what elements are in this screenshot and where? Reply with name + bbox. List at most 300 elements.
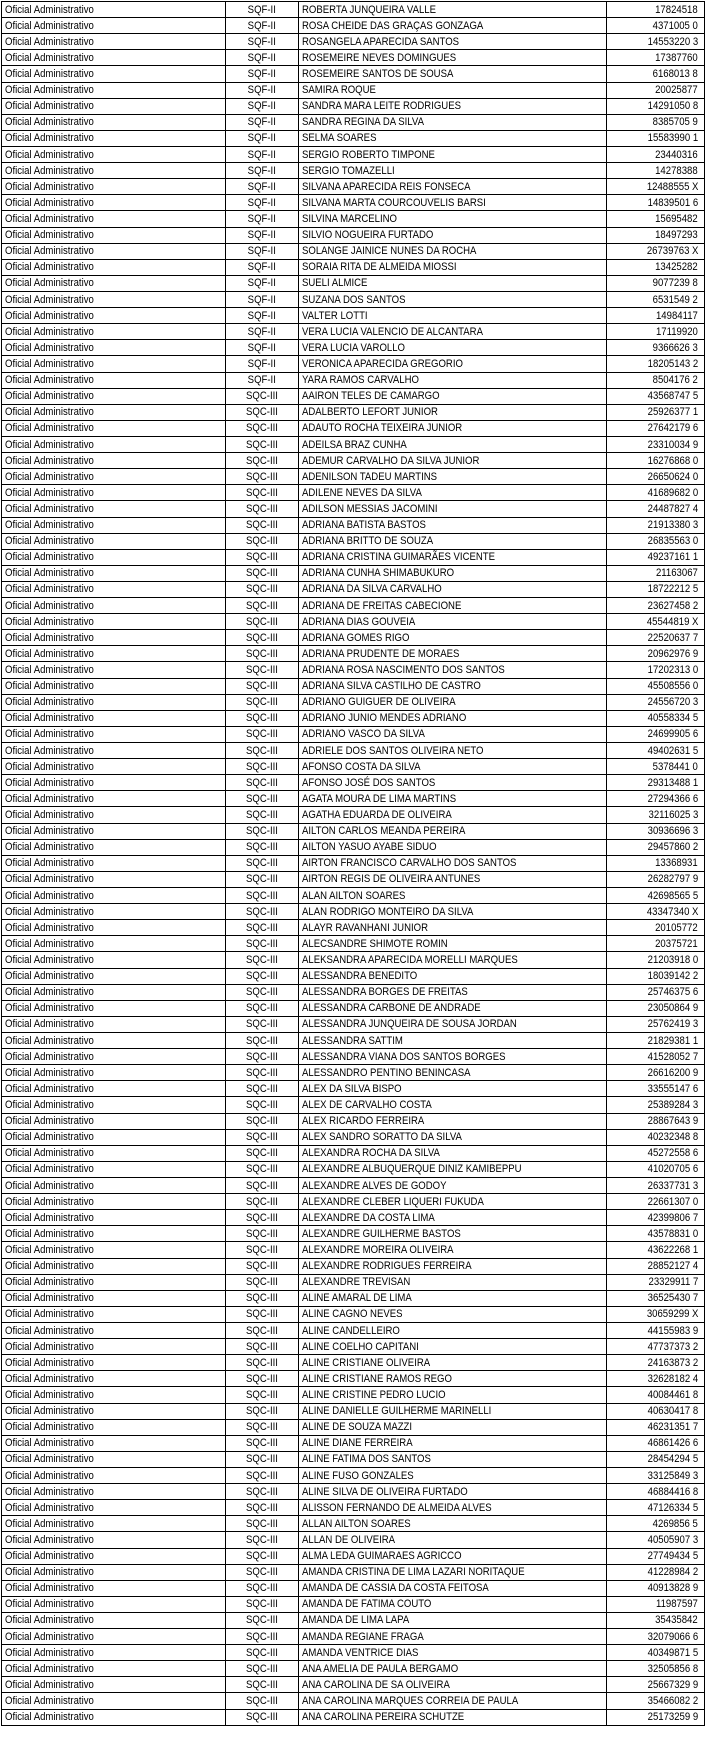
cell-document-text: 23627458 2 bbox=[647, 599, 698, 612]
cell-position bbox=[2, 1661, 226, 1677]
cell-position bbox=[2, 291, 226, 307]
cell-grade bbox=[226, 1371, 299, 1387]
cell-position-text: Oficial Administrativo bbox=[5, 1630, 94, 1643]
cell-name bbox=[299, 1532, 607, 1548]
cell-position-text: Oficial Administrativo bbox=[5, 776, 94, 789]
cell-grade bbox=[226, 952, 299, 968]
cell-name bbox=[299, 469, 607, 485]
cell-grade bbox=[226, 1274, 299, 1290]
cell-name-text: ALINE CRISTINE PEDRO LUCIO bbox=[302, 1388, 446, 1401]
cell-grade bbox=[226, 146, 299, 162]
cell-name bbox=[299, 1339, 607, 1355]
cell-position bbox=[2, 501, 226, 517]
cell-document-text: 26282797 9 bbox=[647, 873, 698, 886]
cell-name bbox=[299, 1484, 607, 1500]
cell-name-text: YARA RAMOS CARVALHO bbox=[302, 374, 419, 387]
cell-name bbox=[299, 453, 607, 469]
cell-document bbox=[607, 678, 705, 694]
cell-name-text: ALESSANDRA JUNQUEIRA DE SOUSA JORDAN bbox=[302, 1018, 517, 1031]
cell-position bbox=[2, 1693, 226, 1709]
cell-grade bbox=[226, 356, 299, 372]
cell-position bbox=[2, 227, 226, 243]
cell-name bbox=[299, 1194, 607, 1210]
cell-document bbox=[607, 598, 705, 614]
cell-grade-text: SQC-III bbox=[246, 825, 278, 838]
cell-name bbox=[299, 1355, 607, 1371]
cell-grade bbox=[226, 1564, 299, 1580]
cell-name bbox=[299, 952, 607, 968]
cell-position-text: Oficial Administrativo bbox=[5, 1421, 94, 1434]
cell-document-text: 11987597 bbox=[656, 1598, 698, 1611]
table-row bbox=[2, 1097, 705, 1113]
cell-position-text: Oficial Administrativo bbox=[5, 712, 94, 725]
cell-position bbox=[2, 98, 226, 114]
cell-document bbox=[607, 1612, 705, 1628]
cell-document-text: 20105772 bbox=[655, 921, 698, 934]
cell-name bbox=[299, 678, 607, 694]
table-row bbox=[2, 130, 705, 146]
table-row bbox=[2, 1387, 705, 1403]
cell-name-text: ADILENE NEVES DA SILVA bbox=[302, 486, 422, 499]
cell-document bbox=[607, 1322, 705, 1338]
cell-name-text: ADRIANO GUIGUER DE OLIVEIRA bbox=[302, 696, 456, 709]
cell-grade bbox=[226, 501, 299, 517]
cell-document bbox=[607, 1484, 705, 1500]
cell-document-text: 29457860 2 bbox=[647, 841, 698, 854]
cell-position bbox=[2, 533, 226, 549]
cell-grade-text: SQC-III bbox=[246, 599, 278, 612]
cell-name bbox=[299, 1661, 607, 1677]
cell-document bbox=[607, 1500, 705, 1516]
cell-position-text: Oficial Administrativo bbox=[5, 1388, 94, 1401]
cell-grade-text: SQC-III bbox=[246, 1243, 278, 1256]
cell-position-text: Oficial Administrativo bbox=[5, 196, 94, 209]
cell-grade bbox=[226, 195, 299, 211]
cell-grade-text: SQC-III bbox=[246, 1711, 278, 1724]
table-row bbox=[2, 420, 705, 436]
cell-grade bbox=[226, 517, 299, 533]
cell-position bbox=[2, 1580, 226, 1596]
cell-name-text: ALESSANDRA VIANA DOS SANTOS BORGES bbox=[302, 1050, 506, 1063]
table-row bbox=[2, 18, 705, 34]
table-row bbox=[2, 630, 705, 646]
cell-document bbox=[607, 388, 705, 404]
cell-position-text: Oficial Administrativo bbox=[5, 309, 94, 322]
cell-position-text: Oficial Administrativo bbox=[5, 519, 94, 532]
cell-document-text: 41528052 7 bbox=[647, 1050, 698, 1063]
cell-position bbox=[2, 259, 226, 275]
cell-grade-text: SQC-III bbox=[246, 454, 278, 467]
cell-name bbox=[299, 791, 607, 807]
cell-position bbox=[2, 984, 226, 1000]
cell-position bbox=[2, 904, 226, 920]
cell-grade-text: SQF-II bbox=[247, 180, 277, 193]
cell-name-text: ALEXANDRE RODRIGUES FERREIRA bbox=[302, 1260, 472, 1273]
cell-document bbox=[607, 1355, 705, 1371]
cell-position-text: Oficial Administrativo bbox=[5, 631, 94, 644]
cell-grade bbox=[226, 1113, 299, 1129]
cell-document bbox=[607, 1065, 705, 1081]
cell-name bbox=[299, 1612, 607, 1628]
cell-position bbox=[2, 340, 226, 356]
table-row bbox=[2, 243, 705, 259]
cell-position-text: Oficial Administrativo bbox=[5, 1501, 94, 1514]
cell-name bbox=[299, 1081, 607, 1097]
cell-grade-text: SQF-II bbox=[247, 261, 277, 274]
cell-grade-text: SQC-III bbox=[246, 1630, 278, 1643]
document-page bbox=[1, 1, 704, 1726]
cell-document-text: 45544819 X bbox=[646, 615, 698, 628]
cell-grade bbox=[226, 1177, 299, 1193]
cell-name bbox=[299, 130, 607, 146]
cell-grade-text: SQC-III bbox=[246, 1082, 278, 1095]
table-row bbox=[2, 501, 705, 517]
cell-position bbox=[2, 1274, 226, 1290]
cell-name bbox=[299, 1274, 607, 1290]
table-row bbox=[2, 565, 705, 581]
cell-name bbox=[299, 920, 607, 936]
cell-position bbox=[2, 388, 226, 404]
table-row bbox=[2, 1081, 705, 1097]
table-body bbox=[2, 2, 705, 1726]
cell-name-text: AILTON CARLOS MEANDA PEREIRA bbox=[302, 825, 466, 838]
cell-position bbox=[2, 1596, 226, 1612]
table-row bbox=[2, 1339, 705, 1355]
cell-document-text: 14291050 8 bbox=[647, 100, 698, 113]
cell-position-text: Oficial Administrativo bbox=[5, 1098, 94, 1111]
cell-name-text: SERGIO ROBERTO TIMPONE bbox=[302, 148, 435, 161]
cell-grade-text: SQC-III bbox=[246, 470, 278, 483]
cell-name-text: ADRIANO VASCO DA SILVA bbox=[302, 728, 425, 741]
cell-grade-text: SQC-III bbox=[246, 809, 278, 822]
cell-grade-text: SQC-III bbox=[246, 1533, 278, 1546]
cell-name bbox=[299, 775, 607, 791]
cell-document-text: 41228984 2 bbox=[647, 1566, 698, 1579]
cell-position bbox=[2, 791, 226, 807]
cell-name bbox=[299, 984, 607, 1000]
cell-grade-text: SQF-II bbox=[247, 229, 277, 242]
cell-grade bbox=[226, 1016, 299, 1032]
table-row bbox=[2, 839, 705, 855]
table-row bbox=[2, 517, 705, 533]
cell-position-text: Oficial Administrativo bbox=[5, 1066, 94, 1079]
cell-document bbox=[607, 163, 705, 179]
cell-document-text: 22520637 7 bbox=[647, 631, 698, 644]
cell-document-text: 27294366 6 bbox=[647, 792, 698, 805]
cell-name-text: ALEXANDRE TREVISAN bbox=[302, 1276, 411, 1289]
cell-name-text: ANA CAROLINA PEREIRA SCHUTZE bbox=[302, 1711, 465, 1724]
table-row bbox=[2, 1548, 705, 1564]
cell-document-text: 32116025 3 bbox=[648, 809, 698, 822]
cell-position bbox=[2, 614, 226, 630]
cell-position bbox=[2, 1612, 226, 1628]
cell-document bbox=[607, 356, 705, 372]
cell-grade-text: SQF-II bbox=[247, 3, 277, 16]
cell-position-text: Oficial Administrativo bbox=[5, 1147, 94, 1160]
cell-name bbox=[299, 1629, 607, 1645]
cell-document-text: 18497293 bbox=[655, 229, 698, 242]
cell-name bbox=[299, 1387, 607, 1403]
cell-grade-text: SQF-II bbox=[247, 84, 277, 97]
cell-name-text: AIRTON REGIS DE OLIVEIRA ANTUNES bbox=[302, 873, 481, 886]
cell-document-text: 14839501 6 bbox=[647, 196, 698, 209]
cell-document bbox=[607, 1097, 705, 1113]
cell-position bbox=[2, 1709, 226, 1725]
cell-document bbox=[607, 1629, 705, 1645]
table-row bbox=[2, 404, 705, 420]
cell-name bbox=[299, 291, 607, 307]
cell-document bbox=[607, 614, 705, 630]
cell-document-text: 40349871 5 bbox=[647, 1646, 698, 1659]
cell-document bbox=[607, 743, 705, 759]
cell-name-text: AIRTON FRANCISCO CARVALHO DOS SANTOS bbox=[302, 857, 517, 870]
cell-document-text: 28454294 5 bbox=[647, 1453, 698, 1466]
cell-document bbox=[607, 871, 705, 887]
cell-grade bbox=[226, 1693, 299, 1709]
cell-grade bbox=[226, 18, 299, 34]
cell-position-text: Oficial Administrativo bbox=[5, 551, 94, 564]
cell-grade bbox=[226, 1419, 299, 1435]
cell-document-text: 46884416 8 bbox=[647, 1485, 698, 1498]
cell-position bbox=[2, 1322, 226, 1338]
cell-name bbox=[299, 243, 607, 259]
cell-document-text: 43578831 0 bbox=[647, 1227, 698, 1240]
cell-document-text: 47126334 5 bbox=[647, 1501, 698, 1514]
cell-name-text: SANDRA REGINA DA SILVA bbox=[302, 116, 424, 129]
cell-name-text: ALINE DIANE FERREIRA bbox=[302, 1437, 413, 1450]
cell-grade bbox=[226, 1226, 299, 1242]
table-row bbox=[2, 871, 705, 887]
table-row bbox=[2, 1435, 705, 1451]
cell-document bbox=[607, 453, 705, 469]
cell-position-text: Oficial Administrativo bbox=[5, 1211, 94, 1224]
cell-document bbox=[607, 1258, 705, 1274]
cell-grade-text: SQF-II bbox=[247, 277, 277, 290]
cell-name-text: AAIRON TELES DE CAMARGO bbox=[302, 390, 440, 403]
cell-document-text: 43622268 1 bbox=[647, 1243, 698, 1256]
cell-document bbox=[607, 485, 705, 501]
cell-document-text: 14278388 bbox=[655, 164, 698, 177]
cell-grade-text: SQC-III bbox=[246, 1292, 278, 1305]
cell-name-text: ROSANGELA APARECIDA SANTOS bbox=[302, 35, 460, 48]
cell-grade-text: SQC-III bbox=[246, 1517, 278, 1530]
cell-grade-text: SQC-III bbox=[246, 1614, 278, 1627]
cell-position-text: Oficial Administrativo bbox=[5, 422, 94, 435]
cell-grade bbox=[226, 598, 299, 614]
cell-name bbox=[299, 968, 607, 984]
cell-name bbox=[299, 646, 607, 662]
cell-name-text: ADENILSON TADEU MARTINS bbox=[302, 470, 438, 483]
cell-position-text: Oficial Administrativo bbox=[5, 1324, 94, 1337]
cell-document-text: 23050864 9 bbox=[647, 1002, 698, 1015]
cell-position bbox=[2, 1226, 226, 1242]
table-row bbox=[2, 259, 705, 275]
cell-grade bbox=[226, 533, 299, 549]
cell-document-text: 23310034 9 bbox=[647, 438, 698, 451]
cell-position bbox=[2, 1371, 226, 1387]
cell-position-text: Oficial Administrativo bbox=[5, 567, 94, 580]
cell-document bbox=[607, 726, 705, 742]
cell-name-text: ALEXANDRE DA COSTA LIMA bbox=[302, 1211, 435, 1224]
cell-document-text: 40505907 3 bbox=[647, 1533, 698, 1546]
cell-grade bbox=[226, 1355, 299, 1371]
cell-name-text: SELMA SOARES bbox=[302, 132, 377, 145]
cell-grade-text: SQC-III bbox=[246, 502, 278, 515]
cell-position bbox=[2, 1467, 226, 1483]
cell-name-text: ALESSANDRA CARBONE DE ANDRADE bbox=[302, 1002, 481, 1015]
cell-name bbox=[299, 694, 607, 710]
cell-name-text: AFONSO COSTA DA SILVA bbox=[302, 760, 421, 773]
cell-grade-text: SQC-III bbox=[246, 486, 278, 499]
cell-position bbox=[2, 1258, 226, 1274]
cell-position bbox=[2, 1097, 226, 1113]
cell-grade-text: SQC-III bbox=[246, 857, 278, 870]
cell-position bbox=[2, 1161, 226, 1177]
cell-document-text: 24163873 2 bbox=[647, 1356, 698, 1369]
cell-grade-text: SQC-III bbox=[246, 889, 278, 902]
cell-name bbox=[299, 855, 607, 871]
cell-grade bbox=[226, 1339, 299, 1355]
cell-name bbox=[299, 1065, 607, 1081]
cell-document-text: 13368931 bbox=[655, 857, 698, 870]
cell-document bbox=[607, 759, 705, 775]
cell-document-text: 33125849 3 bbox=[647, 1469, 698, 1482]
cell-position-text: Oficial Administrativo bbox=[5, 696, 94, 709]
cell-position-text: Oficial Administrativo bbox=[5, 277, 94, 290]
cell-name bbox=[299, 259, 607, 275]
cell-grade bbox=[226, 710, 299, 726]
cell-name-text: SOLANGE JAINICE NUNES DA ROCHA bbox=[302, 245, 477, 258]
cell-position bbox=[2, 565, 226, 581]
cell-position bbox=[2, 1210, 226, 1226]
cell-grade-text: SQC-III bbox=[246, 1066, 278, 1079]
cell-name-text: SUELI ALMICE bbox=[302, 277, 368, 290]
cell-name-text: ADEILSA BRAZ CUNHA bbox=[302, 438, 407, 451]
cell-position-text: Oficial Administrativo bbox=[5, 1034, 94, 1047]
cell-document bbox=[607, 195, 705, 211]
cell-document bbox=[607, 1194, 705, 1210]
cell-name-text: ALEXANDRE ALBUQUERQUE DINIZ KAMIBEPPU bbox=[302, 1163, 522, 1176]
cell-document bbox=[607, 404, 705, 420]
cell-document-text: 45508556 0 bbox=[647, 680, 698, 693]
cell-grade-text: SQC-III bbox=[246, 1388, 278, 1401]
cell-name-text: SILVIO NOGUEIRA FURTADO bbox=[302, 229, 434, 242]
cell-name bbox=[299, 1596, 607, 1612]
cell-name bbox=[299, 50, 607, 66]
cell-position bbox=[2, 1516, 226, 1532]
cell-name bbox=[299, 904, 607, 920]
cell-name-text: ALESSANDRA BORGES DE FREITAS bbox=[302, 986, 468, 999]
cell-name bbox=[299, 823, 607, 839]
cell-grade bbox=[226, 1484, 299, 1500]
cell-position-text: Oficial Administrativo bbox=[5, 825, 94, 838]
cell-grade bbox=[226, 82, 299, 98]
cell-grade-text: SQC-III bbox=[246, 1356, 278, 1369]
cell-grade-text: SQC-III bbox=[246, 873, 278, 886]
cell-grade-text: SQC-III bbox=[246, 986, 278, 999]
cell-position bbox=[2, 356, 226, 372]
cell-name-text: AMANDA DE CASSIA DA COSTA FEITOSA bbox=[302, 1582, 489, 1595]
cell-grade bbox=[226, 1387, 299, 1403]
cell-position bbox=[2, 420, 226, 436]
cell-name bbox=[299, 1322, 607, 1338]
cell-position bbox=[2, 275, 226, 291]
cell-document bbox=[607, 549, 705, 565]
cell-name bbox=[299, 436, 607, 452]
cell-grade bbox=[226, 1322, 299, 1338]
cell-grade-text: SQC-III bbox=[246, 760, 278, 773]
cell-name bbox=[299, 98, 607, 114]
table-row bbox=[2, 888, 705, 904]
cell-grade-text: SQC-III bbox=[246, 567, 278, 580]
table-row bbox=[2, 1532, 705, 1548]
cell-name-text: ALINE AMARAL DE LIMA bbox=[302, 1292, 412, 1305]
cell-grade-text: SQF-II bbox=[247, 293, 277, 306]
cell-position bbox=[2, 759, 226, 775]
cell-document-text: 45272558 6 bbox=[647, 1147, 698, 1160]
cell-position bbox=[2, 1290, 226, 1306]
cell-grade-text: SQC-III bbox=[246, 615, 278, 628]
cell-position-text: Oficial Administrativo bbox=[5, 647, 94, 660]
table-row bbox=[2, 743, 705, 759]
cell-grade bbox=[226, 1596, 299, 1612]
cell-document bbox=[607, 2, 705, 18]
cell-document-text: 40232348 8 bbox=[647, 1131, 698, 1144]
cell-name bbox=[299, 1226, 607, 1242]
cell-grade bbox=[226, 1645, 299, 1661]
cell-name bbox=[299, 1049, 607, 1065]
cell-name-text: ALAN RODRIGO MONTEIRO DA SILVA bbox=[302, 905, 474, 918]
table-row bbox=[2, 388, 705, 404]
cell-document bbox=[607, 372, 705, 388]
cell-document bbox=[607, 791, 705, 807]
table-row bbox=[2, 533, 705, 549]
cell-name bbox=[299, 1500, 607, 1516]
cell-grade bbox=[226, 678, 299, 694]
cell-grade bbox=[226, 34, 299, 50]
cell-document bbox=[607, 1339, 705, 1355]
cell-position-text: Oficial Administrativo bbox=[5, 1517, 94, 1530]
cell-document bbox=[607, 243, 705, 259]
cell-grade bbox=[226, 1258, 299, 1274]
cell-name bbox=[299, 404, 607, 420]
cell-name bbox=[299, 275, 607, 291]
cell-document bbox=[607, 968, 705, 984]
cell-position-text: Oficial Administrativo bbox=[5, 535, 94, 548]
cell-name bbox=[299, 211, 607, 227]
cell-position bbox=[2, 1532, 226, 1548]
cell-document-text: 17387760 bbox=[655, 51, 698, 64]
cell-name bbox=[299, 485, 607, 501]
cell-position bbox=[2, 936, 226, 952]
cell-document-text: 23440316 bbox=[655, 148, 698, 161]
cell-position bbox=[2, 1065, 226, 1081]
cell-document bbox=[607, 1226, 705, 1242]
cell-position bbox=[2, 1242, 226, 1258]
cell-position-text: Oficial Administrativo bbox=[5, 744, 94, 757]
cell-grade bbox=[226, 888, 299, 904]
cell-grade bbox=[226, 340, 299, 356]
cell-document bbox=[607, 855, 705, 871]
table-row bbox=[2, 855, 705, 871]
cell-document bbox=[607, 920, 705, 936]
cell-name-text: ADRIANA DA SILVA CARVALHO bbox=[302, 583, 442, 596]
cell-document bbox=[607, 1242, 705, 1258]
cell-document-text: 25173259 9 bbox=[647, 1711, 698, 1724]
cell-position-text: Oficial Administrativo bbox=[5, 486, 94, 499]
cell-grade bbox=[226, 1500, 299, 1516]
cell-grade-text: SQC-III bbox=[246, 551, 278, 564]
